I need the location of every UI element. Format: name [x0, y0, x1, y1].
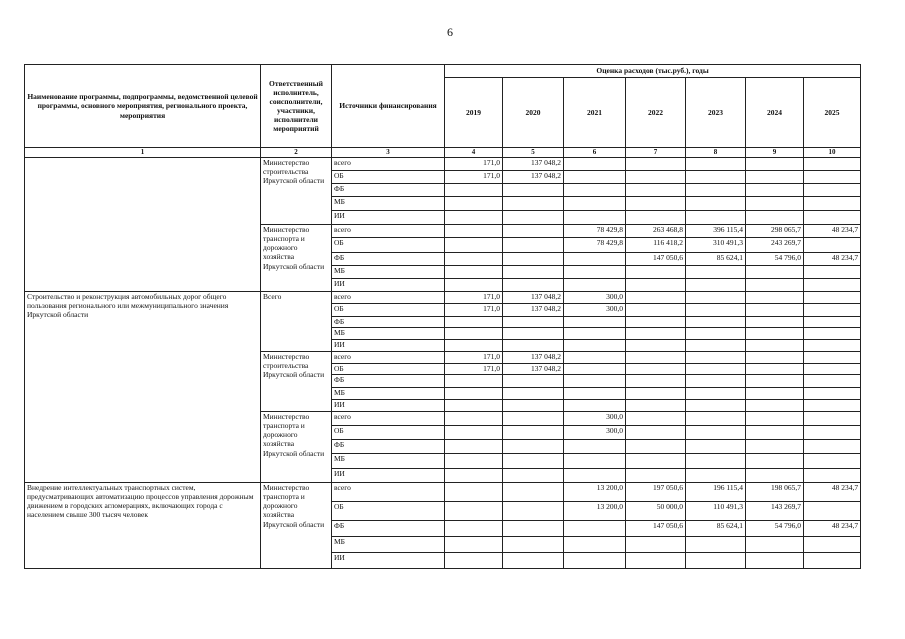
- value-cell: [445, 454, 503, 469]
- value-cell: 137 048,2: [503, 364, 564, 375]
- value-cell: [626, 211, 686, 225]
- value-cell: [564, 352, 626, 364]
- value-cell: [686, 537, 746, 553]
- value-cell: 196 115,4: [686, 483, 746, 502]
- executor-cell: Министерство строительства Иркутской области: [261, 158, 332, 225]
- value-cell: [746, 304, 804, 317]
- value-cell: [804, 304, 861, 317]
- funding-source-cell: МБ: [332, 537, 445, 553]
- value-cell: [686, 317, 746, 328]
- funding-source-cell: ФБ: [332, 521, 445, 537]
- header-year: 2019: [445, 78, 503, 148]
- value-cell: [686, 211, 746, 225]
- value-cell: 396 115,4: [686, 225, 746, 238]
- value-cell: [564, 521, 626, 537]
- value-cell: [746, 317, 804, 328]
- value-cell: 54 796,0: [746, 521, 804, 537]
- value-cell: 300,0: [564, 292, 626, 304]
- value-cell: [445, 553, 503, 569]
- value-cell: 147 050,6: [626, 521, 686, 537]
- value-cell: [746, 158, 804, 171]
- value-cell: [626, 317, 686, 328]
- value-cell: [626, 537, 686, 553]
- value-cell: 171,0: [445, 171, 503, 184]
- value-cell: [564, 388, 626, 400]
- value-cell: [445, 440, 503, 454]
- value-cell: [686, 197, 746, 211]
- value-cell: [626, 364, 686, 375]
- funding-source-cell: ОБ: [332, 426, 445, 440]
- column-number: 2: [261, 148, 332, 158]
- value-cell: [746, 266, 804, 279]
- value-cell: [503, 537, 564, 553]
- value-cell: [626, 412, 686, 426]
- header-estimate: Оценка расходов (тыс.руб.), годы: [445, 65, 861, 78]
- funding-source-cell: всего: [332, 225, 445, 238]
- value-cell: [626, 388, 686, 400]
- value-cell: [746, 171, 804, 184]
- value-cell: [804, 440, 861, 454]
- value-cell: [564, 211, 626, 225]
- value-cell: 137 048,2: [503, 304, 564, 317]
- value-cell: [686, 352, 746, 364]
- funding-source-cell: ОБ: [332, 304, 445, 317]
- value-cell: [626, 400, 686, 412]
- value-cell: [564, 375, 626, 388]
- value-cell: [564, 253, 626, 266]
- value-cell: [804, 400, 861, 412]
- value-cell: [686, 388, 746, 400]
- value-cell: [746, 412, 804, 426]
- value-cell: [804, 340, 861, 352]
- value-cell: [746, 197, 804, 211]
- value-cell: [626, 266, 686, 279]
- funding-source-cell: ОБ: [332, 364, 445, 375]
- value-cell: [626, 454, 686, 469]
- funding-source-cell: ФБ: [332, 253, 445, 266]
- value-cell: 300,0: [564, 412, 626, 426]
- value-cell: 48 234,7: [804, 225, 861, 238]
- value-cell: 78 429,8: [564, 238, 626, 253]
- value-cell: [746, 328, 804, 340]
- value-cell: [503, 238, 564, 253]
- value-cell: [804, 279, 861, 292]
- value-cell: [686, 375, 746, 388]
- executor-cell: Всего: [261, 292, 332, 352]
- header-year: 2022: [626, 78, 686, 148]
- value-cell: [445, 426, 503, 440]
- value-cell: [686, 553, 746, 569]
- value-cell: 143 269,7: [746, 502, 804, 521]
- funding-source-cell: всего: [332, 412, 445, 426]
- value-cell: [564, 171, 626, 184]
- value-cell: [686, 400, 746, 412]
- value-cell: [564, 340, 626, 352]
- value-cell: [503, 521, 564, 537]
- value-cell: [804, 553, 861, 569]
- value-cell: [686, 364, 746, 375]
- value-cell: [686, 412, 746, 426]
- value-cell: [503, 253, 564, 266]
- value-cell: [804, 375, 861, 388]
- value-cell: [445, 400, 503, 412]
- value-cell: [804, 266, 861, 279]
- value-cell: 147 050,6: [626, 253, 686, 266]
- value-cell: [804, 184, 861, 197]
- executor-cell: Министерство транспорта и дорожного хозяйства Иркутской области: [261, 483, 332, 569]
- value-cell: [746, 440, 804, 454]
- value-cell: [804, 158, 861, 171]
- value-cell: [626, 292, 686, 304]
- value-cell: [445, 412, 503, 426]
- column-number-row: [25, 148, 861, 158]
- value-cell: [746, 454, 804, 469]
- value-cell: [503, 426, 564, 440]
- value-cell: 298 065,7: [746, 225, 804, 238]
- value-cell: 137 048,2: [503, 158, 564, 171]
- value-cell: [626, 440, 686, 454]
- table-row: [25, 158, 861, 171]
- value-cell: [503, 483, 564, 502]
- value-cell: [746, 352, 804, 364]
- value-cell: [445, 225, 503, 238]
- value-cell: 243 269,7: [746, 238, 804, 253]
- value-cell: [503, 225, 564, 238]
- value-cell: 54 796,0: [746, 253, 804, 266]
- value-cell: [746, 553, 804, 569]
- value-cell: [746, 364, 804, 375]
- value-cell: [564, 197, 626, 211]
- executor-cell: Министерство строительства Иркутской области: [261, 352, 332, 412]
- column-number: 6: [564, 148, 626, 158]
- funding-source-cell: ИИ: [332, 340, 445, 352]
- value-cell: [445, 266, 503, 279]
- value-cell: [746, 292, 804, 304]
- column-number: 7: [626, 148, 686, 158]
- value-cell: [564, 317, 626, 328]
- value-cell: [686, 184, 746, 197]
- funding-source-cell: МБ: [332, 197, 445, 211]
- funding-source-cell: всего: [332, 158, 445, 171]
- value-cell: [626, 184, 686, 197]
- value-cell: [503, 553, 564, 569]
- value-cell: [626, 375, 686, 388]
- funding-source-cell: всего: [332, 292, 445, 304]
- value-cell: [564, 328, 626, 340]
- funding-source-cell: ФБ: [332, 184, 445, 197]
- value-cell: [564, 469, 626, 483]
- value-cell: [626, 328, 686, 340]
- value-cell: [804, 469, 861, 483]
- value-cell: [626, 426, 686, 440]
- funding-source-cell: ФБ: [332, 317, 445, 328]
- value-cell: [686, 440, 746, 454]
- value-cell: [626, 279, 686, 292]
- header-source: Источники финансирования: [332, 65, 445, 148]
- funding-source-cell: ИИ: [332, 400, 445, 412]
- column-number: 1: [25, 148, 261, 158]
- column-number: 10: [804, 148, 861, 158]
- funding-source-cell: МБ: [332, 266, 445, 279]
- header-year: 2024: [746, 78, 804, 148]
- value-cell: [686, 171, 746, 184]
- funding-source-cell: ОБ: [332, 502, 445, 521]
- value-cell: [746, 184, 804, 197]
- program-name-cell: [25, 158, 261, 292]
- value-cell: [804, 352, 861, 364]
- value-cell: [746, 400, 804, 412]
- value-cell: [445, 317, 503, 328]
- value-cell: [626, 469, 686, 483]
- value-cell: [503, 184, 564, 197]
- value-cell: [746, 469, 804, 483]
- value-cell: [746, 340, 804, 352]
- column-number: 3: [332, 148, 445, 158]
- value-cell: [804, 171, 861, 184]
- value-cell: [804, 292, 861, 304]
- value-cell: [804, 426, 861, 440]
- value-cell: [445, 537, 503, 553]
- value-cell: [503, 211, 564, 225]
- value-cell: [686, 454, 746, 469]
- value-cell: [445, 375, 503, 388]
- value-cell: [686, 469, 746, 483]
- column-number: 8: [686, 148, 746, 158]
- value-cell: [445, 197, 503, 211]
- column-number: 5: [503, 148, 564, 158]
- value-cell: 171,0: [445, 304, 503, 317]
- value-cell: [626, 553, 686, 569]
- value-cell: [804, 412, 861, 426]
- value-cell: [746, 537, 804, 553]
- value-cell: 48 234,7: [804, 521, 861, 537]
- header-year: 2025: [804, 78, 861, 148]
- value-cell: 13 200,0: [564, 502, 626, 521]
- value-cell: [626, 158, 686, 171]
- budget-table: [24, 64, 861, 569]
- value-cell: [503, 469, 564, 483]
- value-cell: 78 429,8: [564, 225, 626, 238]
- value-cell: [503, 279, 564, 292]
- value-cell: [746, 388, 804, 400]
- header-name: Наименование программы, подпрограммы, ведомственной целевой программы, основного мероприятия, регионального проекта, мероприятия: [25, 65, 261, 148]
- value-cell: [445, 469, 503, 483]
- header-year: 2023: [686, 78, 746, 148]
- value-cell: [445, 279, 503, 292]
- value-cell: [564, 364, 626, 375]
- value-cell: [626, 352, 686, 364]
- value-cell: 85 624,1: [686, 521, 746, 537]
- funding-source-cell: всего: [332, 352, 445, 364]
- value-cell: 198 065,7: [746, 483, 804, 502]
- value-cell: [445, 253, 503, 266]
- value-cell: [804, 388, 861, 400]
- value-cell: [445, 340, 503, 352]
- column-number: 4: [445, 148, 503, 158]
- value-cell: [686, 158, 746, 171]
- value-cell: [564, 440, 626, 454]
- value-cell: [686, 304, 746, 317]
- value-cell: 263 468,8: [626, 225, 686, 238]
- value-cell: [746, 211, 804, 225]
- value-cell: [564, 266, 626, 279]
- value-cell: [503, 440, 564, 454]
- value-cell: [503, 375, 564, 388]
- table-body: [25, 158, 861, 569]
- funding-source-cell: ОБ: [332, 238, 445, 253]
- value-cell: [804, 537, 861, 553]
- header-year: 2021: [564, 78, 626, 148]
- value-cell: [445, 502, 503, 521]
- table-row: [25, 292, 861, 304]
- value-cell: [746, 375, 804, 388]
- value-cell: [686, 426, 746, 440]
- value-cell: 137 048,2: [503, 352, 564, 364]
- value-cell: [626, 171, 686, 184]
- value-cell: [746, 279, 804, 292]
- program-name-cell: Внедрение интеллектуальных транспортных систем, предусматривающих автоматизацию процессов управления дорожным движением в городских агломерациях, включающих города с населением свыше 300 тысяч человек: [25, 483, 261, 569]
- header-year: 2020: [503, 78, 564, 148]
- value-cell: [445, 211, 503, 225]
- value-cell: [445, 388, 503, 400]
- value-cell: 13 200,0: [564, 483, 626, 502]
- executor-cell: Министерство транспорта и дорожного хозяйства Иркутской области: [261, 225, 332, 292]
- value-cell: [503, 340, 564, 352]
- value-cell: [564, 158, 626, 171]
- value-cell: 310 491,3: [686, 238, 746, 253]
- value-cell: [503, 412, 564, 426]
- value-cell: [804, 328, 861, 340]
- value-cell: [804, 454, 861, 469]
- value-cell: [445, 238, 503, 253]
- program-name-cell: Строительство и реконструкция автомобильных дорог общего пользования регионального или межмуниципального значения Иркутской области: [25, 292, 261, 483]
- value-cell: [686, 279, 746, 292]
- value-cell: [445, 184, 503, 197]
- header-executor: Ответственный исполнитель, соисполнители, участники, исполнители мероприятий: [261, 65, 332, 148]
- value-cell: [804, 364, 861, 375]
- value-cell: [445, 328, 503, 340]
- value-cell: 137 048,2: [503, 171, 564, 184]
- value-cell: 197 050,6: [626, 483, 686, 502]
- funding-source-cell: ФБ: [332, 440, 445, 454]
- page-number: 6: [447, 25, 453, 39]
- value-cell: [564, 537, 626, 553]
- value-cell: 171,0: [445, 352, 503, 364]
- value-cell: 171,0: [445, 364, 503, 375]
- value-cell: 48 234,7: [804, 483, 861, 502]
- value-cell: [503, 388, 564, 400]
- value-cell: [564, 454, 626, 469]
- value-cell: [804, 502, 861, 521]
- value-cell: 300,0: [564, 304, 626, 317]
- funding-source-cell: МБ: [332, 328, 445, 340]
- value-cell: [564, 184, 626, 197]
- value-cell: [503, 502, 564, 521]
- value-cell: [503, 328, 564, 340]
- value-cell: [686, 292, 746, 304]
- funding-source-cell: МБ: [332, 454, 445, 469]
- value-cell: [503, 400, 564, 412]
- value-cell: [626, 197, 686, 211]
- value-cell: [804, 317, 861, 328]
- value-cell: 85 624,1: [686, 253, 746, 266]
- value-cell: [503, 317, 564, 328]
- value-cell: [686, 266, 746, 279]
- value-cell: [564, 279, 626, 292]
- value-cell: [445, 483, 503, 502]
- funding-source-cell: ОБ: [332, 171, 445, 184]
- value-cell: [746, 426, 804, 440]
- column-number: 9: [746, 148, 804, 158]
- funding-source-cell: всего: [332, 483, 445, 502]
- value-cell: [564, 553, 626, 569]
- value-cell: 300,0: [564, 426, 626, 440]
- funding-source-cell: ИИ: [332, 279, 445, 292]
- value-cell: 137 048,2: [503, 292, 564, 304]
- value-cell: [564, 400, 626, 412]
- value-cell: [804, 238, 861, 253]
- value-cell: 116 418,2: [626, 238, 686, 253]
- funding-source-cell: ФБ: [332, 375, 445, 388]
- table-row: [25, 483, 861, 502]
- value-cell: 50 000,0: [626, 502, 686, 521]
- funding-source-cell: ИИ: [332, 553, 445, 569]
- value-cell: [503, 197, 564, 211]
- funding-source-cell: ИИ: [332, 469, 445, 483]
- funding-source-cell: МБ: [332, 388, 445, 400]
- value-cell: 110 491,3: [686, 502, 746, 521]
- value-cell: [626, 304, 686, 317]
- value-cell: 48 234,7: [804, 253, 861, 266]
- value-cell: [445, 521, 503, 537]
- value-cell: [503, 266, 564, 279]
- value-cell: [503, 454, 564, 469]
- executor-cell: Министерство транспорта и дорожного хозяйства Иркутской области: [261, 412, 332, 483]
- value-cell: [626, 340, 686, 352]
- value-cell: 171,0: [445, 158, 503, 171]
- value-cell: [804, 197, 861, 211]
- value-cell: [686, 328, 746, 340]
- funding-source-cell: ИИ: [332, 211, 445, 225]
- value-cell: [804, 211, 861, 225]
- value-cell: [686, 340, 746, 352]
- value-cell: 171,0: [445, 292, 503, 304]
